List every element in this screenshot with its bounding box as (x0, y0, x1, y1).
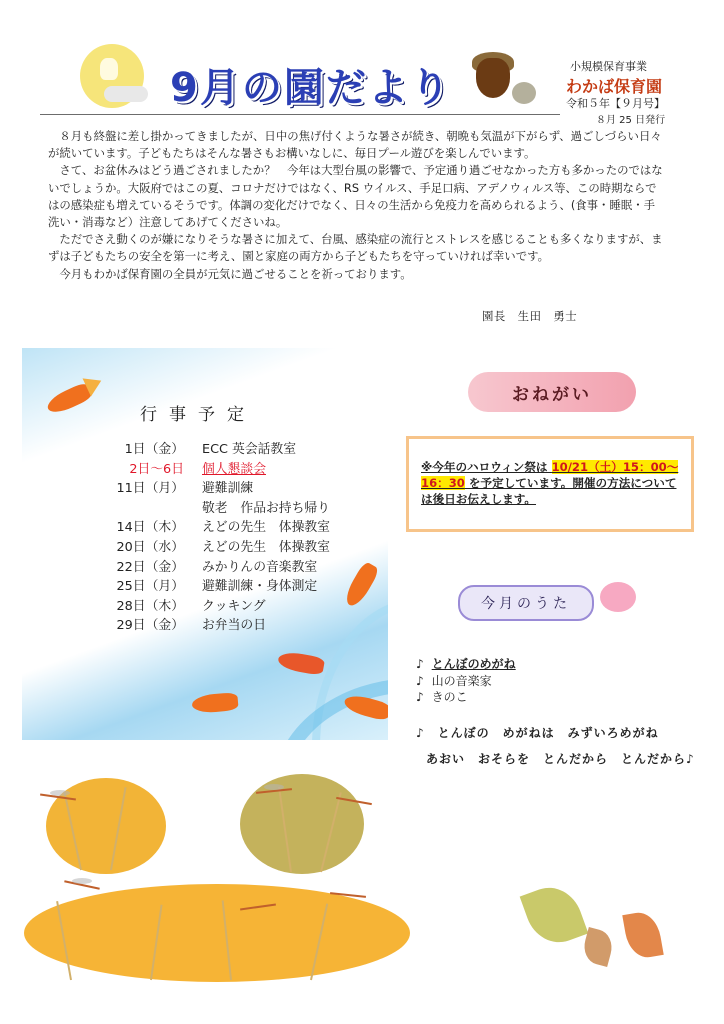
acorn-small-illustration (512, 82, 536, 104)
page-title: 9月の園だより (170, 65, 452, 111)
issue-date: ８月 25 日発行 (596, 115, 666, 126)
song-item (416, 689, 516, 706)
event-row (94, 538, 330, 558)
song-name: 山の音楽家 (431, 673, 492, 688)
halloween-notice (406, 436, 694, 532)
event-name: 敬老 作品お持ち帰り (202, 500, 330, 516)
event-name: 避難訓練・身体測定 (202, 579, 318, 595)
event-date: 25日（月） (116, 579, 184, 595)
header-divider (40, 114, 560, 115)
event-date: 11日（月） (116, 481, 184, 497)
issue-label: 令和５年【９月号】 (566, 97, 665, 110)
song-item (416, 656, 516, 673)
dragonfly-wing-illustration (264, 784, 284, 790)
leaf-illustration (622, 909, 663, 960)
cloud-illustration (104, 86, 148, 102)
events-list (94, 440, 330, 636)
principal-letter (48, 128, 666, 283)
event-name: えどの先生 体操教室 (202, 539, 330, 555)
school-name: わかば保育園 (566, 77, 663, 96)
rabbit-illustration (100, 58, 118, 80)
event-row (94, 577, 330, 597)
song-heading-label: 今月のうた (481, 596, 571, 612)
event-name: ECC 英会話教室 (202, 442, 297, 457)
goldfish-illustration (191, 692, 238, 714)
event-row-highlighted (94, 460, 330, 480)
song-name: とんぼのめがね (431, 657, 516, 671)
harvest-moon-illustration (240, 774, 364, 874)
song-list (416, 656, 516, 706)
event-date (94, 499, 202, 519)
harvest-field-illustration (24, 884, 410, 982)
event-name: 避難訓練 (202, 481, 254, 497)
song-lyric-line: ♪ とんぼの めがねは みずいろめがね (416, 726, 659, 740)
music-note-icon: ♪ (416, 673, 424, 688)
notice-highlight: 16：30 (421, 476, 465, 490)
event-name: お弁当の日 (202, 618, 266, 634)
events-panel (22, 348, 388, 740)
event-date: 2日～6日 (129, 461, 184, 477)
organization-type: 小規模保育事業 (570, 60, 647, 73)
event-name: クッキング (202, 598, 266, 614)
letter-paragraph: ただでさえ動くのが嫌になりそうな暑さに加えて、台風、感染症の流行とストレスを感じることも多くなりますが、まずは子どもたちの安全を第一に考え、園と家庭の両方から子どもたちを守っていければ幸いです。 (48, 232, 663, 264)
pig-illustration (600, 582, 636, 612)
event-row (94, 518, 330, 538)
event-row (94, 616, 330, 636)
goldfish-illustration (277, 650, 325, 676)
event-row (94, 440, 330, 460)
song-lyric-line: あおい おそらを とんだから とんだから♪ (426, 752, 695, 766)
event-date: 1日（金） (124, 442, 184, 457)
principal-signature: 園長 生田 勇士 (482, 309, 578, 323)
notice-part1: ※今年のハロウィン祭は (421, 460, 552, 474)
music-note-icon: ♪ (416, 657, 424, 671)
goldfish-illustration (342, 561, 381, 610)
song-item (416, 673, 516, 690)
event-name: みかりんの音楽教室 (202, 559, 318, 575)
onegai-label: おねがい (512, 384, 592, 405)
song-name: きのこ (431, 690, 468, 704)
song-heading (458, 585, 594, 621)
onegai-heading (468, 372, 636, 412)
event-date: 20日（水） (116, 539, 184, 555)
event-name: えどの先生 体操教室 (202, 520, 330, 536)
event-date: 29日（金） (116, 618, 184, 634)
event-date: 14日（木） (116, 520, 184, 536)
letter-paragraph: 今月もわかば保育園の全員が元気に過ごせることを祈っております。 (59, 266, 412, 281)
letter-paragraph: ８月も終盤に差し掛かってきましたが、日中の焦げ付くような暑さが続き、朝晩も気温が下がらず、過ごしづらい日々が続いています。子どもたちはそんな暑さもお構いなしに、毎日プール遊びを楽しんでいます。 (48, 129, 662, 161)
music-note-icon: ♪ (416, 690, 424, 704)
letter-paragraph: さて、お盆休みはどう過ごされましたか？ 今年は大型台風の影響で、予定通り過ごせなかった方も多かったのではないでしょうか。大阪府ではこの夏、コロナだけではなく、RS ウイルス、手足口病、アデノウィルス等、この時期ならではの感染症も増えているそうです。体調の変化だけでなく、日々の生活から免疫力を高められるよう、(食事・睡眠・手洗い・消毒など）注意してあげてくださいね。 (48, 163, 663, 230)
notice-part2: を予定しています。開催の方法については後日お伝えします。 (421, 476, 677, 506)
event-name: 個人懇談会 (202, 461, 266, 477)
event-date: 28日（木） (116, 598, 184, 614)
event-row (94, 479, 330, 499)
event-date: 22日（金） (116, 559, 184, 575)
acorn-illustration (476, 58, 510, 98)
notice-text (421, 460, 678, 506)
leaf-illustration (520, 879, 589, 951)
notice-highlight: 10/21（土）15：00～ (551, 460, 679, 474)
event-row (94, 558, 330, 578)
event-row (94, 499, 330, 519)
dragonfly-wing-illustration (50, 790, 70, 796)
event-row (94, 597, 330, 617)
dragonfly-wing-illustration (72, 878, 92, 884)
events-title: 行事予定 (140, 405, 256, 425)
